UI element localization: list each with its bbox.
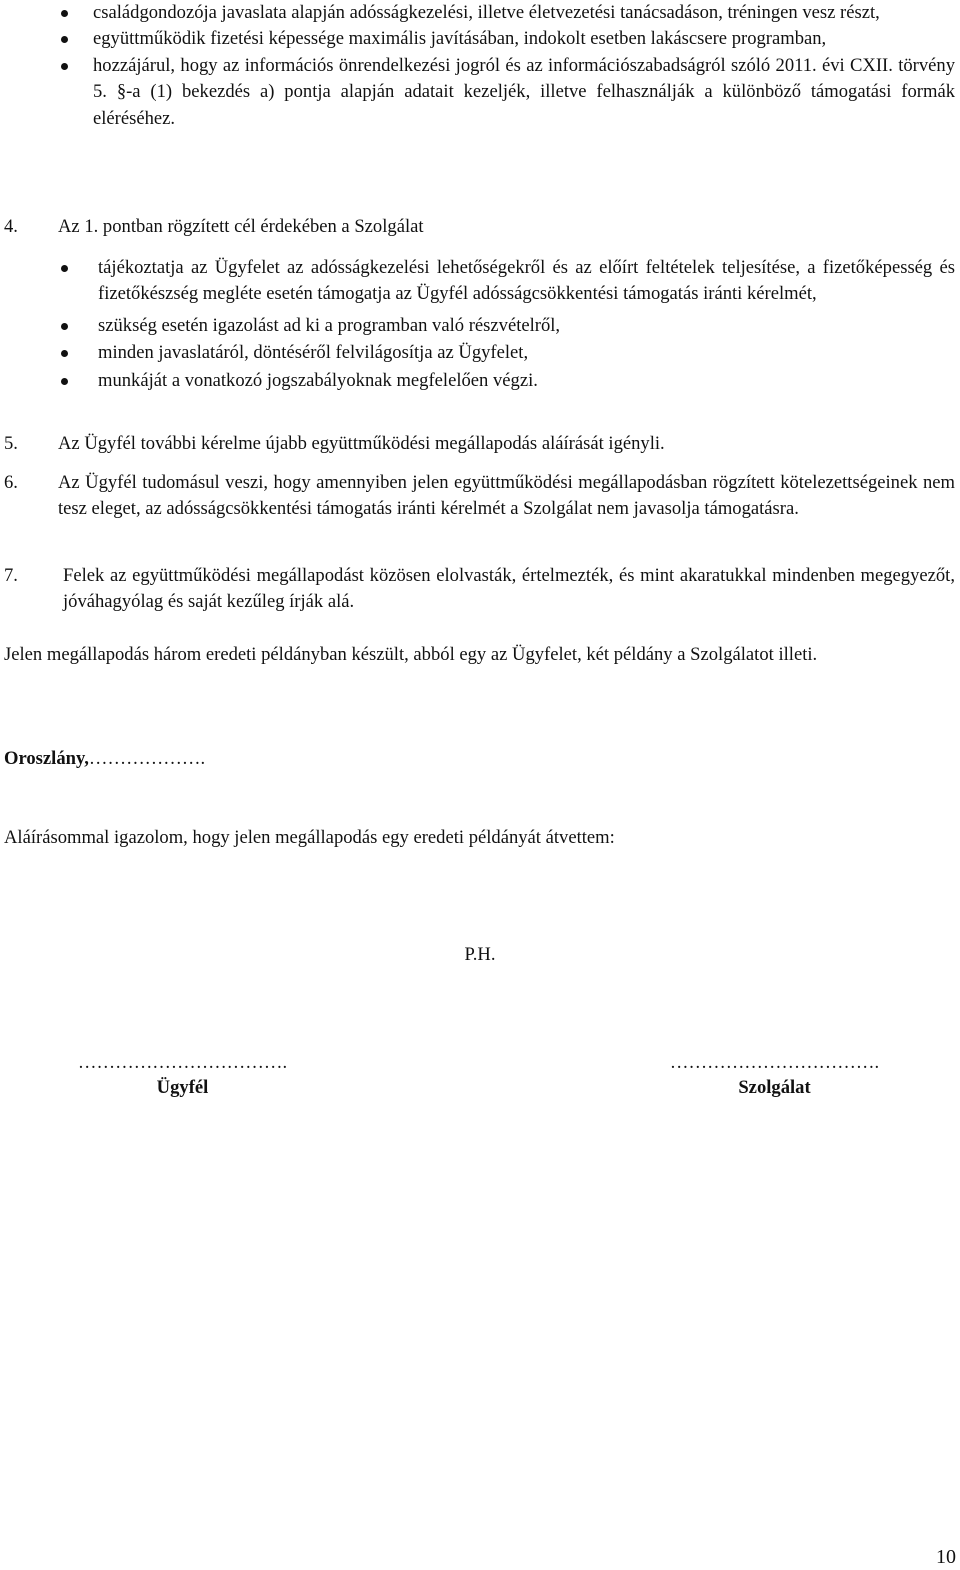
item-text: Az Ügyfél további kérelme újabb együttműködési megállapodás aláírását igényli. [58,433,665,454]
list-item-text: hozzájárul, hogy az információs önrendelkezési jogról és az információszabadságról szóló 2011. évi CXII. törvény 5. §-a (1) bekezdés a) pontja alapján adatait kezeljék, illetve felhasználják a különböző támogatási formák eléréséhez. [93,54,955,129]
service-bullet-list [0,255,955,394]
bullet-icon [61,350,68,357]
consent-bullet-list [0,0,955,132]
item-text: Az 1. pontban rögzített cél érdekében a Szolgálat [58,216,424,237]
list-item [0,53,955,132]
list-item [0,313,955,339]
page-number: 10 [936,1546,956,1568]
list-item [0,368,955,394]
list-item [0,255,955,308]
copies-paragraph: Jelen megállapodás három eredeti példányban készült, abból egy az Ügyfelet, két példány a Szolgálatot illeti. [4,644,818,665]
list-item-text: tájékoztatja az Ügyfelet az adósságkezelési lehetőségekről és az előírt feltételek teljesítése, a fizetőképesség és fizetőkészség megléte esetén támogatja az Ügyfél adósságcsökkentési támogatás iránti kérelmét, [98,257,955,305]
bullet-icon [61,323,68,330]
list-item-text: munkáját a vonatkozó jogszabályoknak megfelelően végzi. [98,369,538,391]
list-item-text: családgondozója javaslata alapján adósságkezelési, illetve életvezetési tanácsadáson, tréningen vesz részt, [93,2,880,23]
bullet-icon [61,36,68,43]
item-text: Az Ügyfél tudomásul veszi, hogy amennyiben jelen együttműködési megállapodásban rögzített kötelezettségeinek nem tesz eleget, az adósságcsökkentési támogatás iránti kérelmét a Szolgálat nem javasolja támogatásra. [58,472,955,520]
bullet-icon [61,10,68,17]
item-number: 5. [4,433,18,454]
list-item [0,0,955,26]
bullet-icon [61,265,68,272]
date-blank: ………………. [88,748,206,769]
item-number: 4. [4,216,18,237]
item-number: 7. [4,565,18,586]
item-number: 6. [4,472,18,493]
bullet-icon [61,63,68,70]
list-item [0,340,955,366]
bullet-icon [61,378,68,385]
numbered-item-6 [0,470,955,523]
numbered-item-4 [0,214,955,240]
signature-line-service: ……………………………. [669,1052,880,1073]
stamp-label: P.H. [464,944,496,965]
item-text: Felek az együttműködési megállapodást közösen elolvasták, értelmezték, és mint akaratukkal mindenben megegyezőt, jóváhagyólag és saját kezűleg írják alá. [63,565,955,613]
list-item [0,26,955,52]
numbered-item-5 [0,431,955,457]
receipt-statement: Aláírásommal igazolom, hogy jelen megállapodás egy eredeti példányát átvettem: [4,827,615,848]
signature-label-service: Szolgálat [738,1077,811,1098]
signature-label-client: Ügyfél [156,1077,209,1098]
signature-line-client: ……………………………. [77,1052,288,1073]
list-item-text: szükség esetén igazolást ad ki a programban való részvételről, [98,314,561,336]
numbered-item-7 [0,563,955,616]
place-label: Oroszlány, [4,748,89,769]
place-line [4,746,205,772]
list-item-text: minden javaslatáról, döntéséről felvilágosítja az Ügyfelet, [98,342,529,364]
list-item-text: együttműködik fizetési képessége maximális javításában, indokolt esetben lakáscsere programban, [93,28,827,50]
